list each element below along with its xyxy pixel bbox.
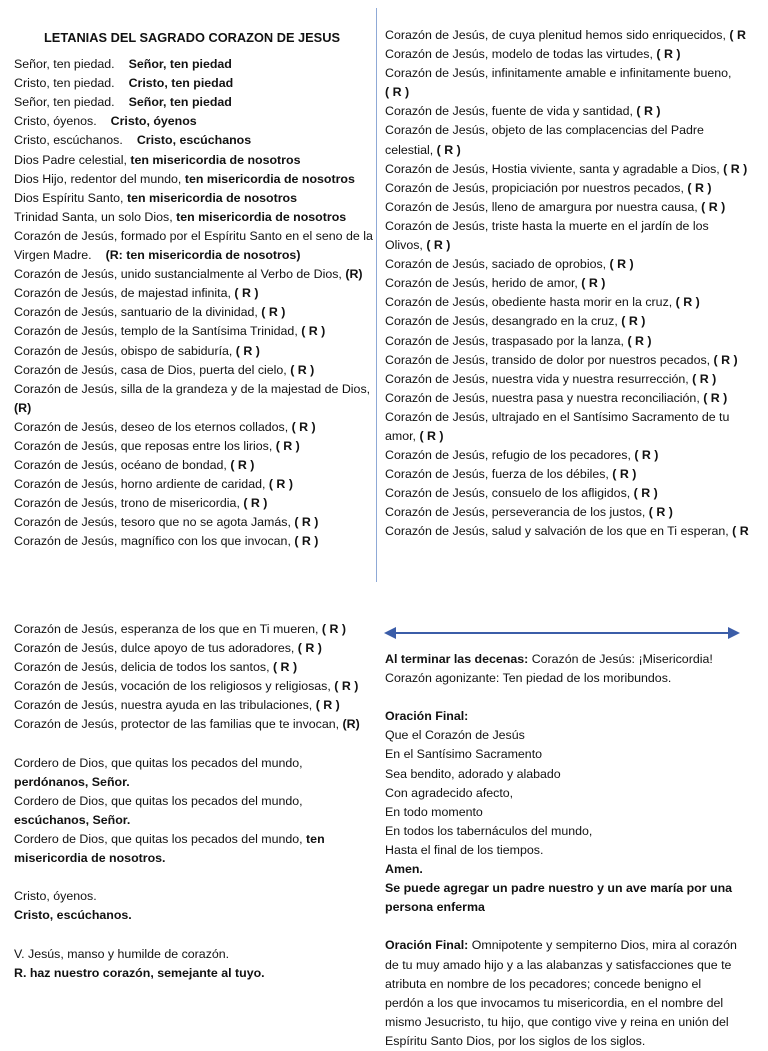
document-title: LETANIAS DEL SAGRADO CORAZON DE JESUS (43, 30, 340, 45)
bold-text: R. haz nuestro corazón, semejante al tuyo. (14, 965, 265, 980)
bold-text: ( R ) (621, 314, 646, 329)
text-line (385, 1013, 755, 1032)
litany-list-left-top (14, 55, 373, 551)
text-line (14, 437, 364, 456)
plain-text: Sea bendito, adorado y alabado (385, 766, 561, 781)
text-line (14, 773, 364, 792)
text-line (385, 522, 765, 541)
text-line (14, 208, 364, 227)
bold-text: ( R ) (656, 47, 681, 62)
text-line (14, 399, 364, 418)
plain-text: Corazón de Jesús, fuente de vida y santidad, (385, 104, 637, 119)
text-line (14, 811, 364, 830)
bold-text: ( R ) (419, 428, 444, 443)
plain-text: Corazón de Jesús, océano de bondad, (14, 458, 231, 473)
text-line (14, 696, 364, 715)
bold-text: ( R ) (243, 496, 268, 511)
plain-text: Dios Hijo, redentor del mundo, (14, 171, 185, 186)
text-line (385, 351, 765, 370)
text-line (385, 898, 755, 917)
text-line (385, 956, 755, 975)
text-line (14, 170, 364, 189)
bold-text: ten misericordia de nosotros (184, 171, 355, 186)
plain-text: Corazón de Jesús, saciado de oprobios, (385, 257, 610, 272)
bold-text: ( R ) (268, 477, 293, 492)
bold-text: Señor, ten piedad (128, 95, 232, 110)
plain-text: Hasta el final de los tiempos. (385, 842, 544, 857)
text-line (14, 926, 364, 945)
bold-text: ( R ) (385, 85, 410, 100)
plain-text: atributa en nombre de los pecadores; concede benigno el (385, 976, 702, 991)
text-line (14, 55, 364, 74)
bold-text: ( R ) (234, 286, 259, 301)
plain-text: Que el Corazón de Jesús (385, 728, 525, 743)
text-line (385, 293, 765, 312)
bold-text: Al terminar las decenas: (385, 652, 532, 666)
text-line (14, 639, 364, 658)
text-line (14, 342, 364, 361)
text-line (14, 754, 364, 773)
plain-text: Corazón de Jesús, de majestad infinita, (14, 286, 235, 301)
text-line (385, 83, 765, 102)
right-bottom-column (385, 650, 755, 1051)
plain-text: Corazón de Jesús, trono de misericordia, (14, 496, 244, 511)
bold-text: ( R ) (648, 505, 673, 520)
bold-text: Cristo, escúchanos (136, 133, 252, 148)
plain-text: Corazón de Jesús, vocación de los religiosos y religiosas, (14, 679, 335, 694)
text-line (385, 45, 765, 64)
bold-text: ( R ) (297, 641, 322, 656)
plain-text: Corazón de Jesús, de cuya plenitud hemos sido enriquecidos, (385, 28, 730, 42)
text-line (14, 494, 364, 513)
plain-text: Espíritu Santo Dios, por los siglos de los siglos. (385, 1033, 646, 1048)
plain-text: Corazón de Jesús, Hostia viviente, santa y agradable a Dios, (385, 161, 724, 176)
right-top-column (385, 26, 765, 542)
bold-text: ( R (729, 28, 746, 42)
bold-text: Oración Final: (385, 709, 469, 724)
text-line (385, 707, 755, 726)
text-line (14, 735, 364, 754)
text-line (14, 658, 364, 677)
bold-text: Cristo, ten piedad (128, 76, 234, 91)
bold-text: ( R ) (294, 534, 319, 549)
bold-text: (R) (345, 267, 363, 282)
plain-text: Corazón de Jesús, infinitamente amable e infinitamente bueno, (385, 66, 732, 81)
plain-text: Corazón de Jesús, perseverancia de los justos, (385, 505, 649, 520)
text-line (14, 849, 364, 868)
bold-text: ( R ) (627, 333, 652, 348)
plain-text: Corazón de Jesús, protector de las familias que te invocan, (14, 717, 343, 732)
plain-text: Corazón de Jesús, deseo de los eternos collados, (14, 419, 292, 434)
plain-text: Corazón de Jesús: ¡Misericordia! (531, 652, 713, 666)
text-line (14, 131, 364, 150)
text-line (14, 322, 364, 341)
plain-text: Corazón de Jesús, triste hasta la muerte en el jardín de los (385, 218, 709, 233)
text-line (385, 994, 755, 1013)
text-line (14, 792, 364, 811)
bold-text: ( R ) (294, 515, 319, 530)
plain-text: de tu muy amado hijo y a las alabanzas y satisfacciones que te (385, 957, 732, 972)
text-line (14, 74, 364, 93)
text-line (14, 830, 364, 849)
plain-text: Corazón de Jesús, silla de la grandeza y de la majestad de Dios, (14, 381, 371, 396)
bold-text: ( R ) (272, 660, 298, 675)
plain-text: Corazón de Jesús, unido sustancialmente al Verbo de Dios, (14, 267, 346, 282)
text-line (14, 284, 364, 303)
plain-text: celestial, (385, 142, 437, 157)
text-line (14, 189, 364, 208)
plain-text: Corazón de Jesús, desangrado en la cruz, (385, 314, 622, 329)
text-line (385, 312, 765, 331)
bold-text: ( R ) (609, 257, 634, 272)
text-line (14, 246, 364, 265)
plain-text: Dios Padre celestial, (14, 152, 131, 167)
text-line (385, 102, 765, 121)
plain-text: Corazón de Jesús, casa de Dios, puerta del cielo, (14, 362, 291, 377)
bold-text: ten misericordia de nosotros (176, 209, 347, 224)
text-line (385, 975, 755, 994)
text-line (14, 964, 364, 983)
text-line (14, 265, 364, 284)
plain-text: Corazón de Jesús, formado por el Espíritu Santo en el seno de la (14, 228, 373, 243)
bold-text: (R: ten misericordia de nosotros) (105, 248, 301, 263)
text-line (14, 227, 373, 246)
text-line (385, 446, 765, 465)
bold-text: ( R ) (275, 438, 300, 453)
text-line (385, 332, 765, 351)
text-line (385, 255, 765, 274)
text-line (385, 860, 755, 879)
text-line (385, 669, 755, 688)
text-line (385, 389, 765, 408)
text-line (385, 26, 765, 45)
text-line (385, 841, 755, 860)
bold-text: ( R ) (426, 238, 451, 253)
plain-text: Corazón de Jesús, ultrajado en el Santísimo Sacramento de tu (385, 409, 730, 424)
bold-text: ( R ) (675, 295, 700, 310)
bold-text: Señor, ten piedad (128, 57, 232, 72)
bold-text: Cristo, óyenos (110, 114, 197, 129)
plain-text: Corazón agonizante: Ten piedad de los moribundos. (385, 671, 672, 686)
bold-text: ( R ) (612, 467, 637, 482)
text-line (14, 532, 364, 551)
text-line (14, 906, 364, 925)
left-bottom-column (14, 620, 364, 983)
text-line (14, 93, 364, 112)
text-line (14, 945, 364, 964)
bold-text: ( R ) (315, 698, 340, 713)
plain-text: Cordero de Dios, que quitas los pecados del mundo, (14, 832, 307, 847)
text-line (385, 121, 765, 140)
plain-text: En el Santísimo Sacramento (385, 747, 543, 762)
text-line (385, 726, 755, 745)
plain-text: Señor, ten piedad. (14, 95, 115, 110)
bold-text: ( R ) (701, 199, 726, 214)
plain-text: Corazón de Jesús, horno ardiente de caridad, (14, 477, 269, 492)
text-line (385, 879, 755, 898)
litany-list-left-bottom (14, 620, 364, 983)
text-line (385, 160, 765, 179)
text-line (14, 513, 364, 532)
bold-text: ( R ) (261, 305, 286, 320)
plain-text: Corazón de Jesús, obispo de sabiduría, (14, 343, 236, 358)
plain-text: Corazón de Jesús, consuelo de los afligidos, (385, 486, 634, 501)
text-line (385, 427, 765, 446)
text-line (385, 465, 765, 484)
plain-text: Corazón de Jesús, transido de dolor por nuestros pecados, (385, 352, 714, 367)
prayer-list-right-bottom (385, 650, 755, 1051)
bold-text: ten misericordia de nosotros (130, 152, 301, 167)
bold-text: ( R ) (581, 276, 606, 291)
text-line (385, 745, 755, 764)
plain-text: Corazón de Jesús, santuario de la divinidad, (14, 305, 262, 320)
plain-text: Cristo, ten piedad. (14, 76, 115, 91)
bold-text: Cristo, escúchanos. (14, 908, 132, 923)
bold-text: ( R ) (634, 448, 659, 463)
plain-text: Dios Espíritu Santo, (14, 190, 127, 205)
text-line (385, 503, 765, 522)
column-divider (376, 8, 377, 582)
plain-text: Cordero de Dios, que quitas los pecados del mundo, (14, 755, 303, 770)
text-line (385, 822, 755, 841)
left-top-column (14, 28, 373, 552)
plain-text: Cristo, óyenos. (14, 114, 97, 129)
text-line (385, 408, 765, 427)
double-arrow-divider (384, 626, 740, 640)
plain-text: Corazón de Jesús, modelo de todas las virtudes, (385, 47, 657, 62)
plain-text: Corazón de Jesús, refugio de los pecadores, (385, 448, 635, 463)
plain-text: Corazón de Jesús, esperanza de los que en Ti mueren, (14, 622, 322, 636)
bold-text: ( R ) (291, 419, 316, 434)
bold-text: perdónanos, Señor. (14, 774, 130, 789)
bold-text: ( R ) (713, 352, 738, 367)
plain-text: amor, (385, 428, 420, 443)
plain-text: Con agradecido afecto, (385, 785, 514, 800)
text-line (385, 1032, 755, 1051)
plain-text: Corazón de Jesús, dulce apoyo de tus adoradores, (14, 641, 298, 656)
plain-text: Corazón de Jesús, templo de la Santísima Trinidad, (14, 324, 302, 339)
bold-text: Se puede agregar un padre nuestro y un ave maría por una (385, 881, 733, 896)
plain-text: Corazón de Jesús, que reposas entre los lirios, (14, 438, 276, 453)
plain-text: Corazón de Jesús, herido de amor, (385, 276, 582, 291)
text-line (14, 303, 364, 322)
bold-text: ( R ) (321, 622, 346, 636)
text-line (385, 370, 765, 389)
plain-text: Corazón de Jesús, delicia de todos los santos, (14, 660, 273, 675)
bold-text: ( R ) (687, 180, 712, 195)
text-line (385, 784, 755, 803)
text-line (14, 361, 364, 380)
bold-text: misericordia de nosotros. (14, 851, 166, 866)
text-line (14, 456, 364, 475)
plain-text: Corazón de Jesús, salud y salvación de los que en Ti esperan, (385, 524, 733, 539)
text-line (14, 380, 371, 399)
text-line (385, 917, 755, 936)
text-line (385, 141, 765, 160)
text-line (14, 475, 364, 494)
bold-text: (R) (14, 400, 32, 415)
bold-text: ( R ) (235, 343, 260, 358)
plain-text: Corazón de Jesús, nuestra ayuda en las tribulaciones, (14, 698, 316, 713)
text-line (14, 715, 364, 734)
plain-text: Corazón de Jesús, lleno de amargura por nuestra causa, (385, 199, 702, 214)
plain-text: Corazón de Jesús, magnífico con los que invocan, (14, 534, 295, 549)
text-line (385, 274, 765, 293)
bold-text: ( R ) (290, 362, 315, 377)
text-line (14, 868, 364, 887)
plain-text: Corazón de Jesús, traspasado por la lanza, (385, 333, 628, 348)
text-line (14, 151, 364, 170)
plain-text: mismo Jesucristo, tu hijo, que contigo vive y reina en unión del (385, 1014, 729, 1029)
bold-text: ( R ) (301, 324, 326, 339)
plain-text: Cristo, escúchanos. (14, 133, 123, 148)
plain-text: Corazón de Jesús, objeto de las complacencias del Padre (385, 123, 704, 138)
bold-text: ( R ) (723, 161, 748, 176)
plain-text: Cristo, óyenos. (14, 889, 97, 904)
text-line (385, 484, 765, 503)
text-line (385, 765, 755, 784)
plain-text: V. Jesús, manso y humilde de corazón. (14, 946, 230, 961)
plain-text: Virgen Madre. (14, 248, 92, 263)
plain-text: Corazón de Jesús, tesoro que no se agota Jamás, (14, 515, 295, 530)
bold-text: ( R ) (633, 486, 658, 501)
bold-text: ( R ) (636, 104, 661, 119)
text-line (14, 887, 364, 906)
plain-text: Olivos, (385, 238, 427, 253)
plain-text: Corazón de Jesús, nuestra pasa y nuestra reconciliación, (385, 390, 704, 405)
bold-text: persona enferma (385, 900, 485, 915)
plain-text: perdón a los que invocamos tu misericordia, en el nombre del (385, 995, 724, 1010)
text-line (385, 936, 755, 955)
bold-text: Amen. (385, 862, 423, 877)
plain-text: Señor, ten piedad. (14, 57, 115, 72)
plain-text: Corazón de Jesús, obediente hasta morir en la cruz, (385, 295, 676, 310)
litany-list-right-top (385, 26, 765, 542)
bold-text: ( R ) (230, 458, 255, 473)
plain-text: Corazón de Jesús, nuestra vida y nuestra resurrección, (385, 371, 693, 386)
bold-text: ( R ) (334, 679, 359, 694)
text-line (385, 236, 765, 255)
plain-text: Omnipotente y sempiterno Dios, mira al corazón (471, 938, 737, 953)
text-line (385, 650, 755, 669)
bold-text: escúchanos, Señor. (14, 812, 131, 827)
plain-text: Corazón de Jesús, fuerza de los débiles, (385, 467, 613, 482)
text-line (14, 677, 364, 696)
bold-text: ten misericordia de nosotros (126, 190, 298, 205)
text-line (385, 217, 765, 236)
bold-text: Oración Final: (385, 938, 472, 953)
plain-text: Cordero de Dios, que quitas los pecados del mundo, (14, 793, 303, 808)
plain-text: En todo momento (385, 804, 483, 819)
text-line (14, 620, 364, 639)
text-line (385, 179, 765, 198)
bold-text: ten (306, 832, 325, 847)
text-line (385, 64, 765, 83)
text-line (385, 803, 755, 822)
plain-text: Corazón de Jesús, propiciación por nuestros pecados, (385, 180, 688, 195)
bold-text: ( R ) (436, 142, 461, 157)
bold-text: (R) (342, 717, 360, 732)
text-line (385, 688, 755, 707)
plain-text: Trinidad Santa, un solo Dios, (14, 209, 177, 224)
bold-text: ( R ) (692, 371, 717, 386)
bold-text: ( R ) (703, 390, 728, 405)
plain-text: En todos los tabernáculos del mundo, (385, 823, 593, 838)
text-line (14, 418, 364, 437)
text-line (385, 198, 765, 217)
bold-text: ( R (732, 524, 749, 539)
text-line (14, 112, 364, 131)
